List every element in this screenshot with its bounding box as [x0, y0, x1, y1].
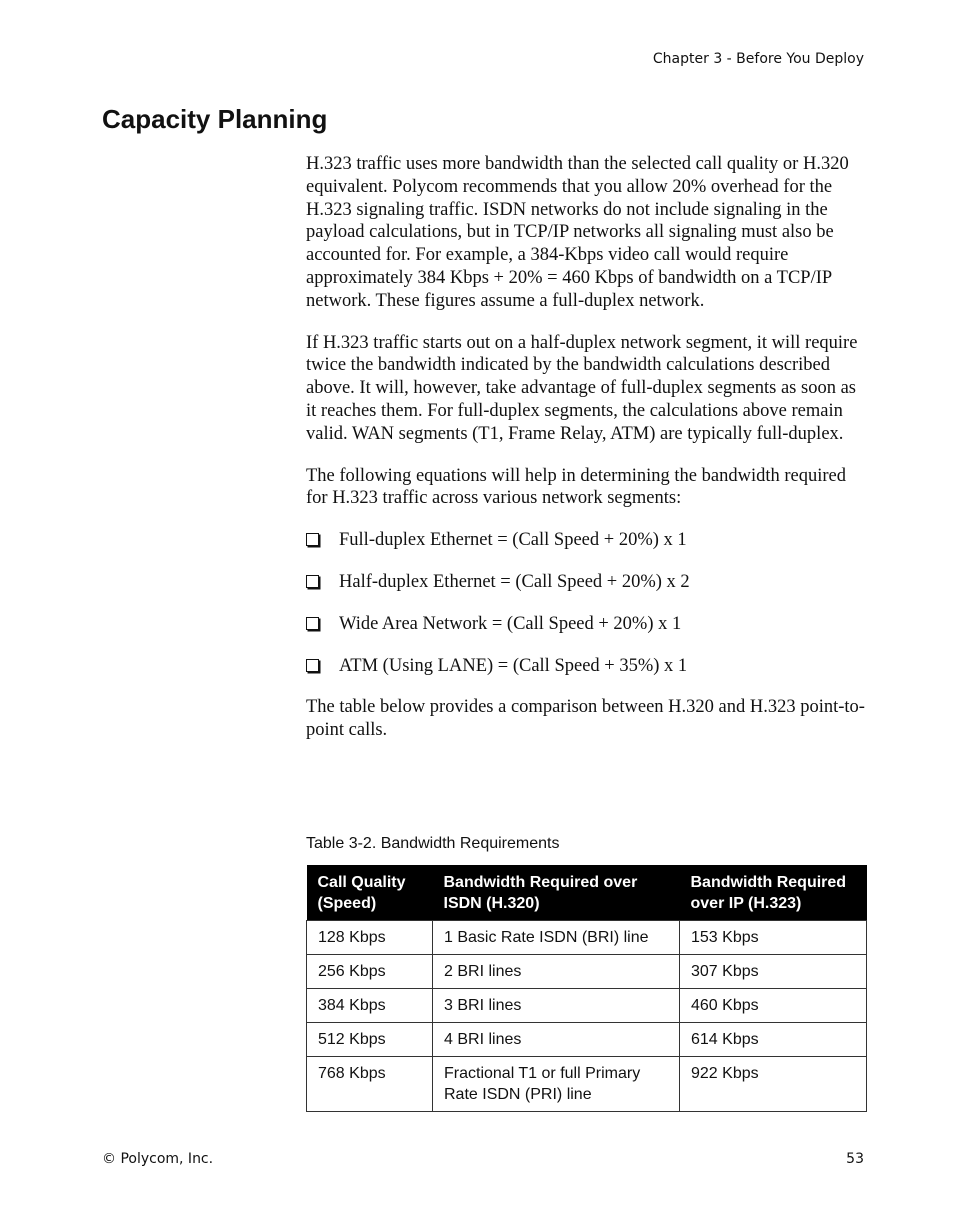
footer-copyright: © Polycom, Inc.: [102, 1151, 214, 1167]
table-cell: 128 Kbps: [307, 921, 433, 955]
checkbox-bullet-icon: [306, 617, 319, 630]
table-cell: 614 Kbps: [680, 1023, 867, 1057]
list-item: [306, 571, 868, 594]
checkbox-bullet-icon: [306, 659, 319, 672]
table-cell: 768 Kbps: [307, 1057, 433, 1112]
page-number: 53: [846, 1151, 864, 1167]
paragraph-equations-intro: The following equations will help in determining the bandwidth required for H.323 traffic across various network segments:: [306, 465, 846, 509]
table-cell: 460 Kbps: [680, 989, 867, 1023]
bandwidth-table: [306, 865, 867, 1112]
table-row: [307, 955, 867, 989]
paragraph-overhead: H.323 traffic uses more bandwidth than the selected call quality or H.320 equivalent. Polycom recommends that you allow 20% overhead for the H.323 signaling traffic. ISDN networks do not include signaling in the payload calculations, but in TCP/IP networks all signaling must also be accounted for. For example, a 384-Kbps video call would require approximately 384 Kbps + 20% = 460 Kbps of bandwidth on a TCP/IP network. These figures assume a full-duplex network.: [306, 154, 849, 311]
paragraph-half-duplex: If H.323 traffic starts out on a half-duplex network segment, it will require twice the bandwidth indicated by the bandwidth calculations described above. It will, however, take advantage of full-duplex segments as soon as it reaches them. For full-duplex segments, the calculations above remain valid. WAN segments (T1, Frame Relay, ATM) are typically full-duplex.: [306, 332, 858, 444]
list-item: [306, 613, 868, 636]
table-caption: Table 3-2. Bandwidth Requirements: [306, 835, 560, 852]
table-header-row: [307, 865, 867, 921]
running-header: Chapter 3 - Before You Deploy: [652, 51, 864, 67]
column-header-call-quality: Call Quality (Speed): [307, 865, 433, 921]
list-item: [306, 655, 868, 678]
table-cell: 1 Basic Rate ISDN (BRI) line: [433, 921, 680, 955]
table-cell: 153 Kbps: [680, 921, 867, 955]
section-title: Capacity Planning: [102, 104, 328, 134]
paragraph-table-intro: The table below provides a comparison between H.320 and H.323 point-to-point calls.: [306, 697, 865, 741]
table-cell: 4 BRI lines: [433, 1023, 680, 1057]
equation-list: [306, 529, 868, 677]
table-cell: 307 Kbps: [680, 955, 867, 989]
table-cell: 256 Kbps: [307, 955, 433, 989]
table-cell: Fractional T1 or full Primary Rate ISDN (PRI) line: [433, 1057, 680, 1112]
checkbox-bullet-icon: [306, 575, 319, 588]
column-header-isdn: Bandwidth Required over ISDN (H.320): [433, 865, 680, 921]
checkbox-bullet-icon: [306, 533, 319, 546]
table-row: [307, 1057, 867, 1112]
table-cell: 384 Kbps: [307, 989, 433, 1023]
table-cell: 3 BRI lines: [433, 989, 680, 1023]
list-item: [306, 529, 868, 552]
body-text: [306, 153, 868, 742]
column-header-ip: Bandwidth Required over IP (H.323): [680, 865, 867, 921]
table-cell: 2 BRI lines: [433, 955, 680, 989]
equation-text: Half-duplex Ethernet = (Call Speed + 20%) x 2: [339, 571, 690, 592]
table-row: [307, 921, 867, 955]
equation-text: Full-duplex Ethernet = (Call Speed + 20%) x 1: [339, 530, 687, 551]
table-row: [307, 989, 867, 1023]
table-row: [307, 1023, 867, 1057]
table-cell: 512 Kbps: [307, 1023, 433, 1057]
equation-text: Wide Area Network = (Call Speed + 20%) x 1: [339, 613, 682, 634]
equation-text: ATM (Using LANE) = (Call Speed + 35%) x 1: [339, 655, 688, 676]
table-cell: 922 Kbps: [680, 1057, 867, 1112]
